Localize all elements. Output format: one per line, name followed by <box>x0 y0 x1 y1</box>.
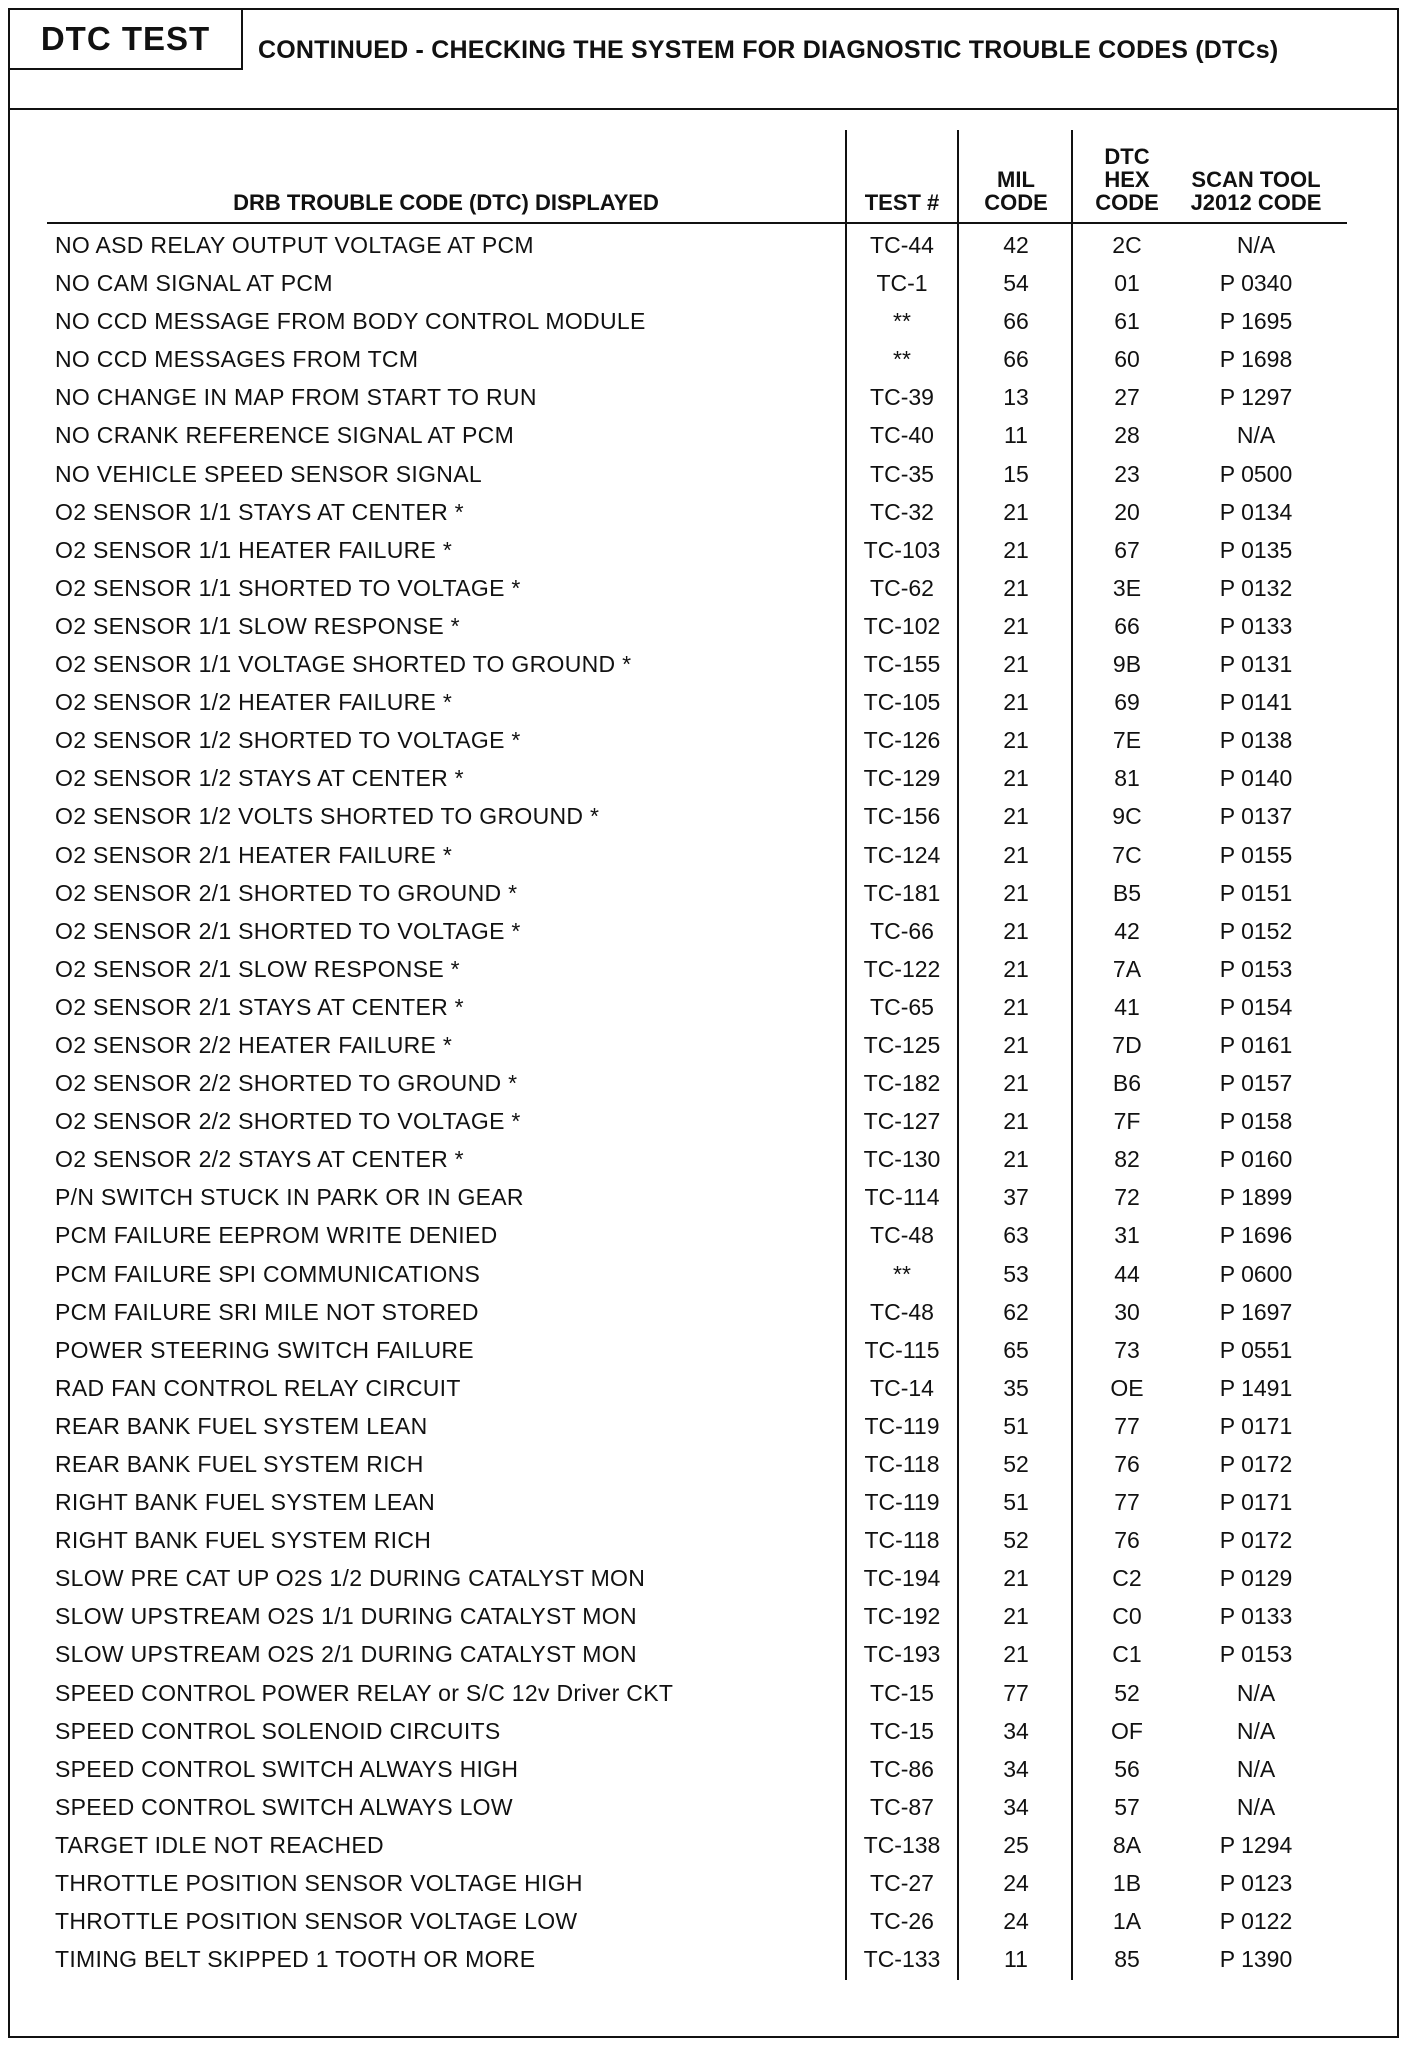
cell-dtc-hex-code: 69 <box>1114 689 1140 716</box>
cell-dtc-hex-code: 31 <box>1114 1222 1140 1249</box>
cell-mil-code: 51 <box>1003 1489 1029 1516</box>
cell-description: SLOW PRE CAT UP O2S 1/2 DURING CATALYST MON <box>55 1565 646 1592</box>
cell-dtc-hex-code: 56 <box>1114 1755 1140 1782</box>
cell-description: O2 SENSOR 2/1 SLOW RESPONSE * <box>55 955 460 982</box>
cell-scan-tool-code: P 0141 <box>1219 689 1293 716</box>
cell-dtc-hex-code: 72 <box>1114 1184 1140 1211</box>
cell-description: NO CRANK REFERENCE SIGNAL AT PCM <box>55 422 515 449</box>
column-header-hex-line: HEX <box>1104 167 1150 192</box>
cell-test-number: TC-115 <box>864 1336 940 1363</box>
cell-mil-code: 63 <box>1003 1222 1029 1249</box>
cell-scan-tool-code: P 0135 <box>1219 536 1293 563</box>
cell-dtc-hex-code: 7C <box>1112 841 1142 868</box>
table-row <box>47 1674 1347 1712</box>
table-row <box>47 1521 1347 1559</box>
cell-mil-code: 21 <box>1003 803 1029 830</box>
cell-test-number: TC-40 <box>870 422 934 449</box>
cell-mil-code: 21 <box>1003 689 1029 716</box>
cell-dtc-hex-code: 23 <box>1114 460 1140 487</box>
table-row <box>47 264 1347 302</box>
cell-mil-code: 21 <box>1003 574 1029 601</box>
cell-description: NO CHANGE IN MAP FROM START TO RUN <box>55 384 537 411</box>
cell-description: NO VEHICLE SPEED SENSOR SIGNAL <box>55 460 482 487</box>
cell-test-number: TC-66 <box>870 917 934 944</box>
table-row <box>47 874 1347 912</box>
cell-scan-tool-code: P 0171 <box>1219 1412 1293 1439</box>
cell-mil-code: 21 <box>1003 498 1029 525</box>
cell-dtc-hex-code: 42 <box>1114 917 1140 944</box>
cell-test-number: TC-65 <box>870 993 934 1020</box>
cell-dtc-hex-code: 7F <box>1113 1108 1141 1135</box>
table-row <box>47 1940 1347 1978</box>
cell-scan-tool-code: P 0340 <box>1219 270 1293 297</box>
cell-description: O2 SENSOR 2/1 SHORTED TO VOLTAGE * <box>55 917 521 944</box>
table-row <box>47 455 1347 493</box>
table-row <box>47 1750 1347 1788</box>
cell-test-number: TC-130 <box>863 1146 941 1173</box>
cell-description: O2 SENSOR 1/2 STAYS AT CENTER * <box>55 765 464 792</box>
cell-dtc-hex-code: 1B <box>1112 1870 1142 1897</box>
table-row <box>47 1064 1347 1102</box>
cell-scan-tool-code: P 1294 <box>1219 1831 1293 1858</box>
cell-test-number: TC-118 <box>864 1451 940 1477</box>
cell-mil-code: 34 <box>1003 1793 1029 1820</box>
cell-description: O2 SENSOR 1/1 HEATER FAILURE * <box>55 536 453 563</box>
cell-test-number: TC-119 <box>864 1489 940 1516</box>
cell-dtc-hex-code: OE <box>1110 1374 1144 1401</box>
cell-scan-tool-code: P 1491 <box>1219 1374 1293 1401</box>
cell-test-number: TC-119 <box>864 1412 940 1439</box>
table-row <box>47 1635 1347 1673</box>
table-row <box>47 607 1347 645</box>
table-row <box>47 1712 1347 1750</box>
cell-description: TARGET IDLE NOT REACHED <box>55 1831 384 1858</box>
cell-dtc-hex-code: B6 <box>1112 1070 1142 1097</box>
cell-mil-code: 25 <box>1003 1831 1029 1858</box>
cell-mil-code: 21 <box>1003 651 1029 678</box>
table-row <box>47 1293 1347 1331</box>
cell-scan-tool-code: P 1695 <box>1219 308 1293 335</box>
table-row <box>47 569 1347 607</box>
cell-test-number: TC-114 <box>864 1184 940 1211</box>
table-row <box>47 340 1347 378</box>
cell-test-number: TC-118 <box>864 1527 940 1554</box>
table-row <box>47 797 1347 835</box>
page-title: CONTINUED - CHECKING THE SYSTEM FOR DIAGNOSTIC TROUBLE CODES (DTCs) <box>258 36 1279 64</box>
cell-scan-tool-code: P 0140 <box>1219 765 1293 792</box>
cell-scan-tool-code: P 0122 <box>1219 1908 1293 1935</box>
cell-scan-tool-code: P 0172 <box>1219 1527 1293 1554</box>
cell-description: O2 SENSOR 2/1 STAYS AT CENTER * <box>55 993 464 1020</box>
cell-mil-code: 66 <box>1003 308 1029 335</box>
column-header-description <box>47 191 845 214</box>
cell-dtc-hex-code: 8A <box>1112 1831 1142 1858</box>
cell-description: O2 SENSOR 1/1 SHORTED TO VOLTAGE * <box>55 574 521 601</box>
cell-mil-code: 54 <box>1003 270 1029 297</box>
cell-dtc-hex-code: 57 <box>1114 1793 1140 1820</box>
table-row <box>47 759 1347 797</box>
cell-mil-code: 21 <box>1003 993 1029 1020</box>
cell-mil-code: 21 <box>1003 765 1029 792</box>
table-row <box>47 1407 1347 1445</box>
cell-scan-tool-code: P 1297 <box>1219 384 1293 411</box>
cell-test-number: TC-15 <box>870 1717 934 1744</box>
cell-mil-code: 24 <box>1003 1908 1029 1935</box>
cell-test-number: TC-39 <box>870 384 934 411</box>
cell-dtc-hex-code: 73 <box>1114 1336 1140 1363</box>
header-bar <box>10 10 1397 110</box>
cell-description: O2 SENSOR 2/2 SHORTED TO GROUND * <box>55 1070 518 1097</box>
table-row <box>47 1864 1347 1902</box>
table-row <box>47 1902 1347 1940</box>
cell-scan-tool-code: P 0154 <box>1219 993 1293 1020</box>
cell-description: RIGHT BANK FUEL SYSTEM LEAN <box>55 1489 436 1516</box>
cell-scan-tool-code: P 0152 <box>1219 917 1293 944</box>
cell-description: P/N SWITCH STUCK IN PARK OR IN GEAR <box>55 1184 524 1211</box>
table-row <box>47 1331 1347 1369</box>
cell-description: SPEED CONTROL POWER RELAY or S/C 12v Driver CKT <box>55 1679 674 1706</box>
cell-description: O2 SENSOR 1/1 VOLTAGE SHORTED TO GROUND * <box>55 651 632 678</box>
cell-test-number: TC-155 <box>863 651 941 678</box>
cell-mil-code: 21 <box>1003 1070 1029 1097</box>
table-row <box>47 1255 1347 1293</box>
cell-mil-code: 37 <box>1003 1184 1029 1211</box>
cell-scan-tool-code: N/A <box>1236 422 1276 449</box>
table-row <box>47 493 1347 531</box>
cell-test-number: TC-181 <box>863 879 941 906</box>
cell-dtc-hex-code: 30 <box>1114 1298 1140 1325</box>
cell-mil-code: 62 <box>1003 1298 1029 1325</box>
cell-dtc-hex-code: 76 <box>1114 1527 1140 1554</box>
cell-scan-tool-code: P 1697 <box>1219 1298 1293 1325</box>
cell-mil-code: 21 <box>1003 612 1029 639</box>
column-header-scan <box>1183 168 1329 214</box>
cell-dtc-hex-code: 1A <box>1112 1908 1142 1935</box>
cell-mil-code: 13 <box>1003 384 1029 411</box>
cell-test-number: TC-14 <box>870 1374 934 1401</box>
cell-test-number: TC-103 <box>863 536 941 563</box>
cell-description: O2 SENSOR 1/1 STAYS AT CENTER * <box>55 498 464 525</box>
table-row <box>47 950 1347 988</box>
table-row <box>47 836 1347 874</box>
cell-scan-tool-code: P 0131 <box>1219 651 1293 678</box>
cell-dtc-hex-code: 7D <box>1112 1031 1142 1058</box>
cell-description: PCM FAILURE SPI COMMUNICATIONS <box>55 1260 481 1287</box>
cell-description: O2 SENSOR 2/1 HEATER FAILURE * <box>55 841 453 868</box>
cell-scan-tool-code: P 0158 <box>1219 1108 1293 1135</box>
cell-mil-code: 52 <box>1003 1451 1029 1477</box>
cell-dtc-hex-code: 28 <box>1114 422 1140 449</box>
cell-test-number: TC-127 <box>863 1108 941 1135</box>
cell-dtc-hex-code: 3E <box>1112 574 1142 601</box>
cell-mil-code: 66 <box>1003 346 1029 373</box>
cell-test-number: TC-125 <box>863 1031 941 1058</box>
cell-description: O2 SENSOR 2/2 HEATER FAILURE * <box>55 1031 453 1058</box>
cell-test-number: TC-126 <box>863 727 941 754</box>
cell-mil-code: 21 <box>1003 879 1029 906</box>
cell-description: SPEED CONTROL SWITCH ALWAYS HIGH <box>55 1755 519 1782</box>
cell-mil-code: 21 <box>1003 1031 1029 1058</box>
cell-mil-code: 21 <box>1003 1565 1029 1592</box>
cell-scan-tool-code: N/A <box>1236 232 1276 258</box>
cell-scan-tool-code: P 0155 <box>1219 841 1293 868</box>
cell-description: O2 SENSOR 2/2 STAYS AT CENTER * <box>55 1146 464 1173</box>
cell-dtc-hex-code: 20 <box>1114 498 1140 525</box>
cell-test-number: TC-133 <box>863 1946 941 1973</box>
cell-mil-code: 21 <box>1003 1641 1029 1668</box>
cell-dtc-hex-code: 77 <box>1114 1412 1140 1439</box>
cell-mil-code: 21 <box>1003 727 1029 754</box>
cell-test-number: TC-44 <box>870 232 934 258</box>
cell-dtc-hex-code: 85 <box>1114 1946 1140 1973</box>
cell-test-number: TC-194 <box>863 1565 941 1592</box>
cell-test-number: TC-86 <box>870 1755 934 1782</box>
cell-mil-code: 21 <box>1003 1146 1029 1173</box>
cell-mil-code: 21 <box>1003 917 1029 944</box>
cell-scan-tool-code: N/A <box>1236 1755 1276 1782</box>
cell-scan-tool-code: N/A <box>1236 1679 1276 1706</box>
cell-scan-tool-code: P 0151 <box>1219 879 1293 906</box>
cell-mil-code: 35 <box>1003 1374 1029 1401</box>
cell-description: REAR BANK FUEL SYSTEM LEAN <box>55 1412 428 1439</box>
cell-dtc-hex-code: 67 <box>1114 536 1140 563</box>
cell-test-number: TC-193 <box>863 1641 941 1668</box>
cell-scan-tool-code: P 0153 <box>1219 955 1293 982</box>
cell-dtc-hex-code: 41 <box>1114 993 1140 1020</box>
cell-scan-tool-code: P 0133 <box>1219 1603 1293 1630</box>
table-row <box>47 645 1347 683</box>
table-row <box>47 1178 1347 1216</box>
cell-test-number: TC-105 <box>863 689 941 716</box>
cell-mil-code: 15 <box>1003 460 1029 487</box>
cell-test-number: TC-48 <box>870 1222 934 1249</box>
cell-description: PCM FAILURE EEPROM WRITE DENIED <box>55 1222 498 1249</box>
cell-mil-code: 21 <box>1003 536 1029 563</box>
column-header-hex <box>1073 145 1181 214</box>
cell-description: NO CCD MESSAGES FROM TCM <box>55 346 419 373</box>
table-row <box>47 378 1347 416</box>
cell-scan-tool-code: P 0171 <box>1219 1489 1293 1516</box>
cell-test-number: TC-129 <box>863 765 941 792</box>
cell-test-number: TC-182 <box>863 1070 941 1097</box>
column-header-mil-line: CODE <box>984 190 1048 215</box>
column-header-mil <box>961 168 1071 214</box>
cell-dtc-hex-code: 77 <box>1114 1489 1140 1516</box>
cell-description: RAD FAN CONTROL RELAY CIRCUIT <box>55 1374 461 1401</box>
cell-mil-code: 21 <box>1003 1603 1029 1630</box>
column-header-hex-line: DTC <box>1104 144 1150 169</box>
table-row <box>47 226 1347 264</box>
cell-test-number: ** <box>893 308 911 335</box>
cell-dtc-hex-code: 82 <box>1114 1146 1140 1173</box>
column-header-description-text: DRB TROUBLE CODE (DTC) DISPLAYED <box>233 190 659 215</box>
cell-test-number: TC-124 <box>863 841 941 868</box>
cell-scan-tool-code: P 1698 <box>1219 346 1293 373</box>
cell-test-number: TC-48 <box>870 1298 934 1325</box>
table-row <box>47 1826 1347 1864</box>
column-header-hex-line: CODE <box>1095 190 1159 215</box>
cell-description: O2 SENSOR 1/2 SHORTED TO VOLTAGE * <box>55 727 521 754</box>
cell-dtc-hex-code: B5 <box>1112 879 1142 906</box>
table-row <box>47 1369 1347 1407</box>
cell-description: PCM FAILURE SRI MILE NOT STORED <box>55 1298 479 1325</box>
cell-scan-tool-code: P 0137 <box>1219 803 1293 830</box>
cell-dtc-hex-code: 2C <box>1112 232 1142 258</box>
cell-dtc-hex-code: 9C <box>1112 803 1142 830</box>
column-header-test <box>847 191 957 214</box>
table-row <box>47 1102 1347 1140</box>
cell-scan-tool-code: P 1696 <box>1219 1222 1293 1249</box>
cell-scan-tool-code: P 0157 <box>1219 1070 1293 1097</box>
cell-dtc-hex-code: C2 <box>1112 1565 1142 1592</box>
cell-test-number: TC-32 <box>870 498 934 525</box>
cell-scan-tool-code: P 0500 <box>1219 460 1293 487</box>
cell-mil-code: 34 <box>1003 1755 1029 1782</box>
table-row <box>47 1026 1347 1064</box>
cell-description: SLOW UPSTREAM O2S 2/1 DURING CATALYST MON <box>55 1641 637 1668</box>
cell-description: RIGHT BANK FUEL SYSTEM RICH <box>55 1527 432 1554</box>
cell-test-number: TC-138 <box>863 1831 941 1858</box>
cell-scan-tool-code: P 1899 <box>1219 1184 1293 1211</box>
cell-dtc-hex-code: 7A <box>1112 955 1142 982</box>
cell-mil-code: 21 <box>1003 1108 1029 1135</box>
cell-scan-tool-code: P 0138 <box>1219 727 1293 754</box>
cell-dtc-hex-code: 76 <box>1114 1451 1140 1477</box>
cell-dtc-hex-code: C0 <box>1112 1603 1142 1630</box>
cell-test-number: TC-102 <box>863 612 941 639</box>
table-header <box>47 130 1347 224</box>
cell-dtc-hex-code: 60 <box>1114 346 1140 373</box>
cell-test-number: TC-26 <box>870 1908 934 1935</box>
table-row <box>47 1216 1347 1254</box>
cell-scan-tool-code: P 0551 <box>1219 1336 1293 1363</box>
cell-scan-tool-code: P 0129 <box>1219 1565 1293 1592</box>
cell-dtc-hex-code: 61 <box>1114 308 1140 335</box>
cell-dtc-hex-code: 9B <box>1112 651 1142 678</box>
cell-dtc-hex-code: 52 <box>1114 1679 1140 1706</box>
cell-mil-code: 52 <box>1003 1527 1029 1554</box>
cell-test-number: ** <box>893 1260 911 1287</box>
cell-description: O2 SENSOR 2/1 SHORTED TO GROUND * <box>55 879 518 906</box>
table-row <box>47 912 1347 950</box>
cell-mil-code: 77 <box>1003 1679 1029 1706</box>
cell-scan-tool-code: P 0161 <box>1219 1031 1293 1058</box>
cell-mil-code: 53 <box>1003 1260 1029 1287</box>
cell-dtc-hex-code: 01 <box>1114 270 1140 297</box>
table-row <box>47 416 1347 454</box>
cell-scan-tool-code: N/A <box>1236 1717 1276 1744</box>
cell-mil-code: 24 <box>1003 1870 1029 1897</box>
cell-mil-code: 11 <box>1004 1946 1028 1973</box>
cell-description: THROTTLE POSITION SENSOR VOLTAGE LOW <box>55 1908 578 1935</box>
cell-description: SPEED CONTROL SOLENOID CIRCUITS <box>55 1717 501 1744</box>
column-header-scan-line: SCAN TOOL <box>1191 167 1321 192</box>
cell-test-number: TC-192 <box>863 1603 941 1630</box>
cell-test-number: TC-156 <box>863 803 941 830</box>
cell-dtc-hex-code: 66 <box>1114 612 1140 639</box>
cell-dtc-hex-code: 44 <box>1114 1260 1140 1287</box>
cell-description: SLOW UPSTREAM O2S 1/1 DURING CATALYST MON <box>55 1603 637 1630</box>
cell-description: O2 SENSOR 2/2 SHORTED TO VOLTAGE * <box>55 1108 521 1135</box>
cell-description: THROTTLE POSITION SENSOR VOLTAGE HIGH <box>55 1870 583 1897</box>
cell-description: REAR BANK FUEL SYSTEM RICH <box>55 1451 424 1477</box>
dtc-test-tag: DTC TEST <box>10 10 243 70</box>
cell-description: SPEED CONTROL SWITCH ALWAYS LOW <box>55 1793 513 1820</box>
cell-description: O2 SENSOR 1/1 SLOW RESPONSE * <box>55 612 460 639</box>
cell-mil-code: 21 <box>1003 955 1029 982</box>
cell-description: TIMING BELT SKIPPED 1 TOOTH OR MORE <box>55 1946 536 1973</box>
cell-mil-code: 42 <box>1003 232 1029 258</box>
cell-description: O2 SENSOR 1/2 VOLTS SHORTED TO GROUND * <box>55 803 600 830</box>
cell-description: NO CCD MESSAGE FROM BODY CONTROL MODULE <box>55 308 646 335</box>
cell-scan-tool-code: P 0134 <box>1219 498 1293 525</box>
cell-dtc-hex-code: OF <box>1111 1717 1143 1744</box>
cell-test-number: TC-15 <box>870 1679 934 1706</box>
cell-scan-tool-code: N/A <box>1236 1793 1276 1820</box>
cell-scan-tool-code: P 0153 <box>1219 1641 1293 1668</box>
cell-dtc-hex-code: C1 <box>1112 1641 1142 1668</box>
cell-dtc-hex-code: 7E <box>1112 727 1142 754</box>
table-row <box>47 1788 1347 1826</box>
column-header-test-text: TEST # <box>864 190 940 215</box>
cell-test-number: TC-62 <box>870 574 934 601</box>
cell-scan-tool-code: P 0133 <box>1219 612 1293 639</box>
table-row <box>47 1140 1347 1178</box>
table-row <box>47 988 1347 1026</box>
table-row <box>47 531 1347 569</box>
table-row <box>47 1559 1347 1597</box>
cell-dtc-hex-code: 27 <box>1114 384 1140 411</box>
cell-scan-tool-code: P 0132 <box>1219 574 1293 601</box>
cell-scan-tool-code: P 1390 <box>1219 1946 1293 1973</box>
table-row <box>47 1483 1347 1521</box>
cell-test-number: TC-87 <box>870 1793 934 1820</box>
table-row <box>47 302 1347 340</box>
cell-description: NO CAM SIGNAL AT PCM <box>55 270 333 297</box>
cell-description: POWER STEERING SWITCH FAILURE <box>55 1336 474 1363</box>
cell-test-number: TC-122 <box>863 955 941 982</box>
column-header-mil-line: MIL <box>997 167 1035 192</box>
table-row <box>47 683 1347 721</box>
cell-scan-tool-code: P 0160 <box>1219 1146 1293 1173</box>
column-header-scan-line: J2012 CODE <box>1190 190 1322 215</box>
table-row <box>47 721 1347 759</box>
cell-scan-tool-code: P 0600 <box>1219 1260 1293 1287</box>
cell-test-number: ** <box>893 346 911 373</box>
cell-test-number: TC-27 <box>870 1870 934 1897</box>
cell-dtc-hex-code: 81 <box>1114 765 1140 792</box>
cell-mil-code: 65 <box>1003 1336 1029 1363</box>
table-row <box>47 1597 1347 1635</box>
cell-description: NO ASD RELAY OUTPUT VOLTAGE AT PCM <box>55 232 534 258</box>
cell-mil-code: 21 <box>1003 841 1029 868</box>
cell-scan-tool-code: P 0172 <box>1219 1451 1293 1477</box>
cell-mil-code: 51 <box>1003 1412 1029 1439</box>
cell-test-number: TC-35 <box>870 460 934 487</box>
cell-test-number: TC-1 <box>876 270 928 297</box>
cell-mil-code: 34 <box>1003 1717 1029 1744</box>
table-body <box>47 226 1347 1978</box>
cell-mil-code: 11 <box>1004 422 1028 449</box>
cell-scan-tool-code: P 0123 <box>1219 1870 1293 1897</box>
table-row <box>47 1445 1347 1483</box>
cell-description: O2 SENSOR 1/2 HEATER FAILURE * <box>55 689 453 716</box>
